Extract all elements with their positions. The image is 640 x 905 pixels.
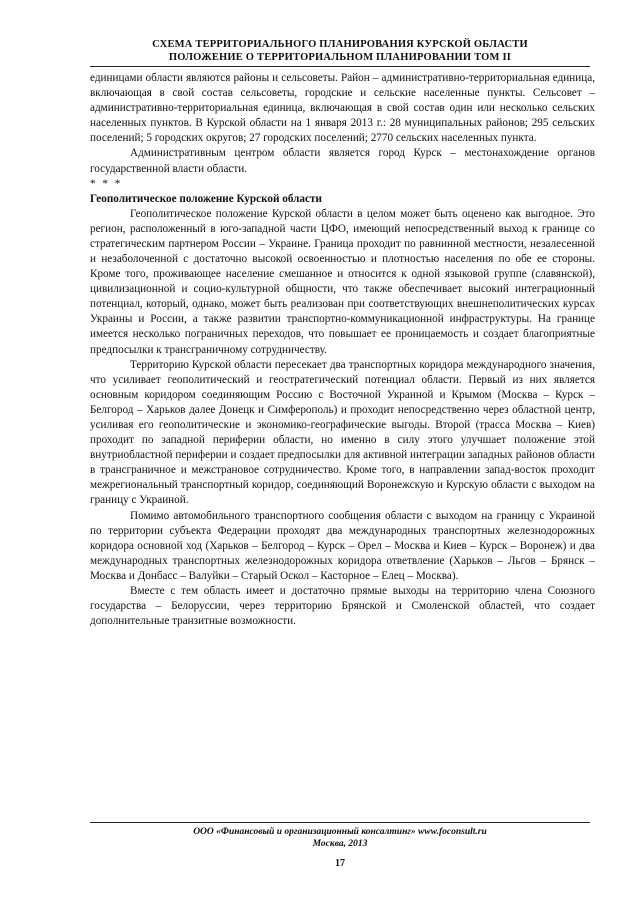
body-text — [90, 71, 595, 629]
header-subtitle: ПОЛОЖЕНИЕ О ТЕРРИТОРИАЛЬНОМ ПЛАНИРОВАНИИ ТОМ II — [168, 52, 512, 63]
footer-place-year: Москва, 2013 — [312, 839, 368, 849]
footer-divider — [90, 822, 590, 823]
paragraph: Вместе с тем область имеет и достаточно прямые выходы на территорию члена Союзного государства – Белоруссии, через территорию Брянской и Смоленской областей, что создает дополнительные транзитные возможности. — [90, 585, 595, 628]
running-footer — [90, 826, 590, 850]
header-divider — [90, 66, 590, 67]
paragraph: Помимо автомобильного транспортного сообщения области с выходом на границу с Украиной по территории субъекта Федерации проходят два международных транспортных железнодорожных коридора основной ход (Харьков – Белгород – Курск – Орел – Москва и Киев – Курск – Воронеж) и два международных транспортных железнодорожных коридора ответвление (Харьков – Льгов – Брянск – Москва и Донбасс – Валуйки – Старый Оскол – Касторное – Елец – Москва). — [90, 509, 595, 582]
paragraph: Административным центром области является город Курск – местонахождение органов государственной власти области. — [90, 147, 595, 175]
section-separator: * * * — [90, 177, 123, 190]
paragraph: Геополитическое положение Курской области в целом может быть оценено как выгодное. Это регион, расположенный в юго-западной части ЦФО, имеющий непосредственный выход к границе со стратегическим партнером России – Украине. Граница проходит по равнинной местности, незалесенной и незаболоченной с достаточно высокой освоенностью и плотностью населения по обе ее стороны. Кроме того, проживающее население смешанное и относится к одной языковой группе (славянской), цивилизационной и социо-культурной общности, что также обеспечивает высокий интеграционный потенциал, который, однако, может быть реализован при соответствующих внешнеполитических курсах Украины и России, а также развитии транспортно-коммуникационной инфраструктуры. На границе имеется несколько пограничных переходов, что повышает ее проницаемость и создает благоприятные предпосылки к трансграничному сотрудничеству. — [90, 207, 595, 356]
section-title: Геополитическое положение Курской области — [90, 192, 322, 205]
page-number: 17 — [335, 858, 345, 869]
header-title: СХЕМА ТЕРРИТОРИАЛЬНОГО ПЛАНИРОВАНИЯ КУРСКОЙ ОБЛАСТИ — [152, 39, 528, 50]
running-header — [90, 38, 590, 64]
paragraph: единицами области являются районы и сельсоветы. Район – административно-территориальная единица, включающая в свой состав сельсоветы, городские и сельские населенные пункты. Сельсовет – административно-территориальная единица, включающая в свой состав один или несколько сельских населенных пунктов. В Курской области на 1 января 2013 г.: 28 муниципальных районов; 295 сельских поселений; 5 городских округов; 27 городских поселений; 2770 сельских населенных пункта. — [90, 72, 595, 145]
footer-company: ООО «Финансовый и организационный консалтинг» www.foconsult.ru — [193, 827, 487, 837]
paragraph: Территорию Курской области пересекает два транспортных коридора международного значения, что усиливает геополитический и геостратегический потенциал области. Первый из них является основным коридором соединяющим Россию с Восточной Украиной и Крымом (Москва – Курск – Белгород – Харьков далее Донецк и Симферополь) и проходит непосредственно через областной центр, усиливая его геополитические и экономико-географические выгоды. Второй (трасса Москва – Киев) проходит по западной периферии области, но именно в силу этого улучшает положение этой внутриобластной периферии и создает предпосылки для активной интеграции западных районов области в трансграничное и межстрановое сотрудничество. Кроме того, в направлении запад-восток проходит межрегиональный транспортный коридор, соединяющий Воронежскую и Курскую области с выходом на границу с Украиной. — [90, 358, 595, 507]
